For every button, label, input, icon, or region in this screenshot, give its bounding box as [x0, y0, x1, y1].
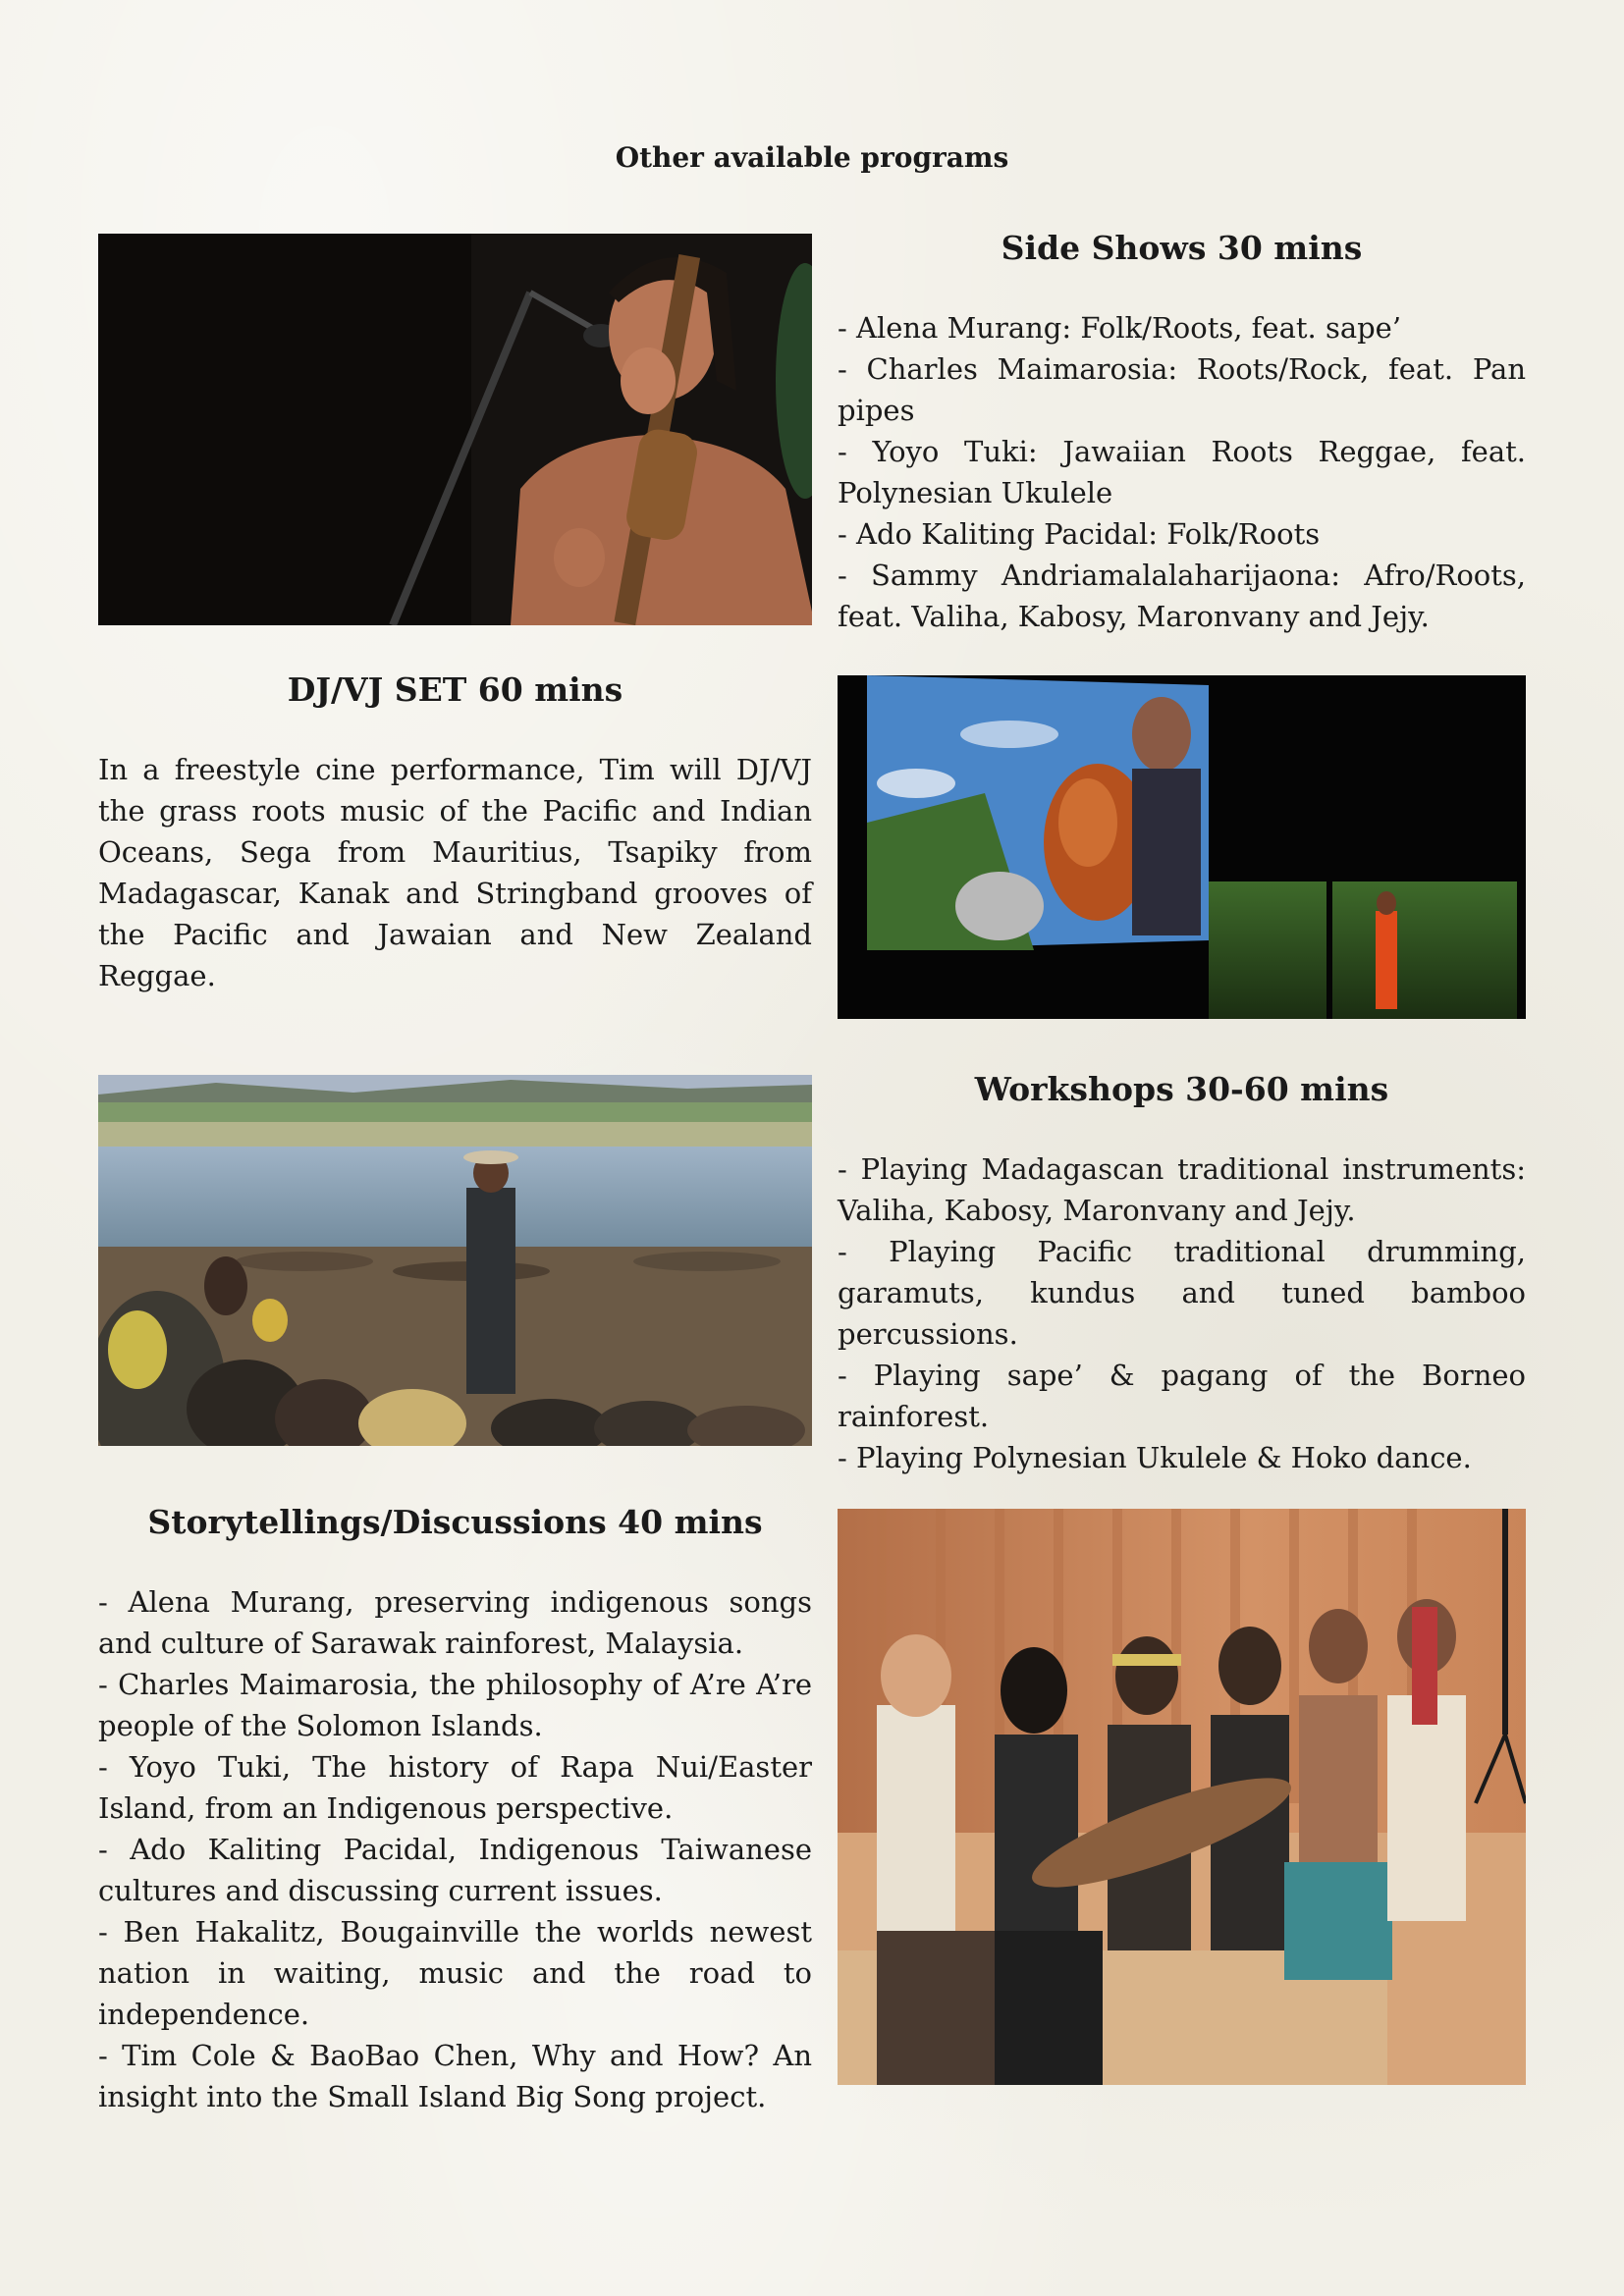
list-item: - Tim Cole & BaoBao Chen, Why and How? An insight into the Small Island Big Song project.: [98, 2038, 812, 2113]
photo-cine-performance: [838, 675, 1526, 1019]
list-item: - Playing Polynesian Ukulele & Hoko dance.: [838, 1440, 1472, 1474]
list-item: - Yoyo Tuki: Jawaiian Roots Reggae, feat. Polynesian Ukulele: [838, 434, 1526, 509]
list-item: - Ben Hakalitz, Bougainville the worlds newest nation in waiting, music and the road to independence.: [98, 1914, 812, 2031]
section-heading: Side Shows 30 mins: [1001, 229, 1363, 267]
storytellings-section: [98, 1503, 812, 2117]
section-heading: DJ/VJ SET 60 mins: [287, 670, 623, 709]
list-item: - Playing Pacific traditional drumming, garamuts, kundus and tuned bamboo percussions.: [838, 1234, 1526, 1351]
list-item: - Charles Maimarosia, the philosophy of A’re A’re people of the Solomon Islands.: [98, 1667, 812, 1742]
workshops-section: [838, 1070, 1526, 1478]
photo-lakeside-gathering: [98, 1075, 812, 1446]
list-item: - Alena Murang, preserving indigenous songs and culture of Sarawak rainforest, Malaysia.: [98, 1584, 812, 1660]
list-item: - Alena Murang: Folk/Roots, feat. sape’: [838, 310, 1402, 345]
list-item: - Ado Kaliting Pacidal, Indigenous Taiwanese cultures and discussing current issues.: [98, 1832, 812, 1907]
section-heading: Workshops 30-60 mins: [974, 1070, 1389, 1108]
list-item: - Playing sape’ & pagang of the Borneo rainforest.: [838, 1358, 1526, 1433]
side-shows-section: [838, 229, 1526, 637]
list-item: - Charles Maimarosia: Roots/Rock, feat. Pan pipes: [838, 351, 1526, 427]
page-title: Other available programs: [615, 141, 1009, 174]
dj-vj-section: [98, 670, 812, 996]
photo-singer-with-guitar: [98, 234, 812, 625]
list-item: - Yoyo Tuki, The history of Rapa Nui/Easter Island, from an Indigenous perspective.: [98, 1749, 812, 1825]
photo-seated-musicians: [838, 1509, 1526, 2085]
list-item: - Ado Kaliting Pacidal: Folk/Roots: [838, 516, 1321, 551]
section-paragraph: In a freestyle cine performance, Tim will DJ/VJ the grass roots music of the Pacific and Indian Oceans, Sega from Mauritius, Tsapiky from Madagascar, Kanak and Stringband grooves of the Pacific and Jawaian and New Zealand Reggae.: [98, 752, 812, 992]
section-heading: Storytellings/Discussions 40 mins: [147, 1503, 763, 1541]
list-item: - Sammy Andriamalalaharijaona: Afro/Roots, feat. Valiha, Kabosy, Maronvany and Jejy.: [838, 558, 1526, 633]
list-item: - Playing Madagascan traditional instruments: Valiha, Kabosy, Maronvany and Jejy.: [838, 1151, 1526, 1227]
